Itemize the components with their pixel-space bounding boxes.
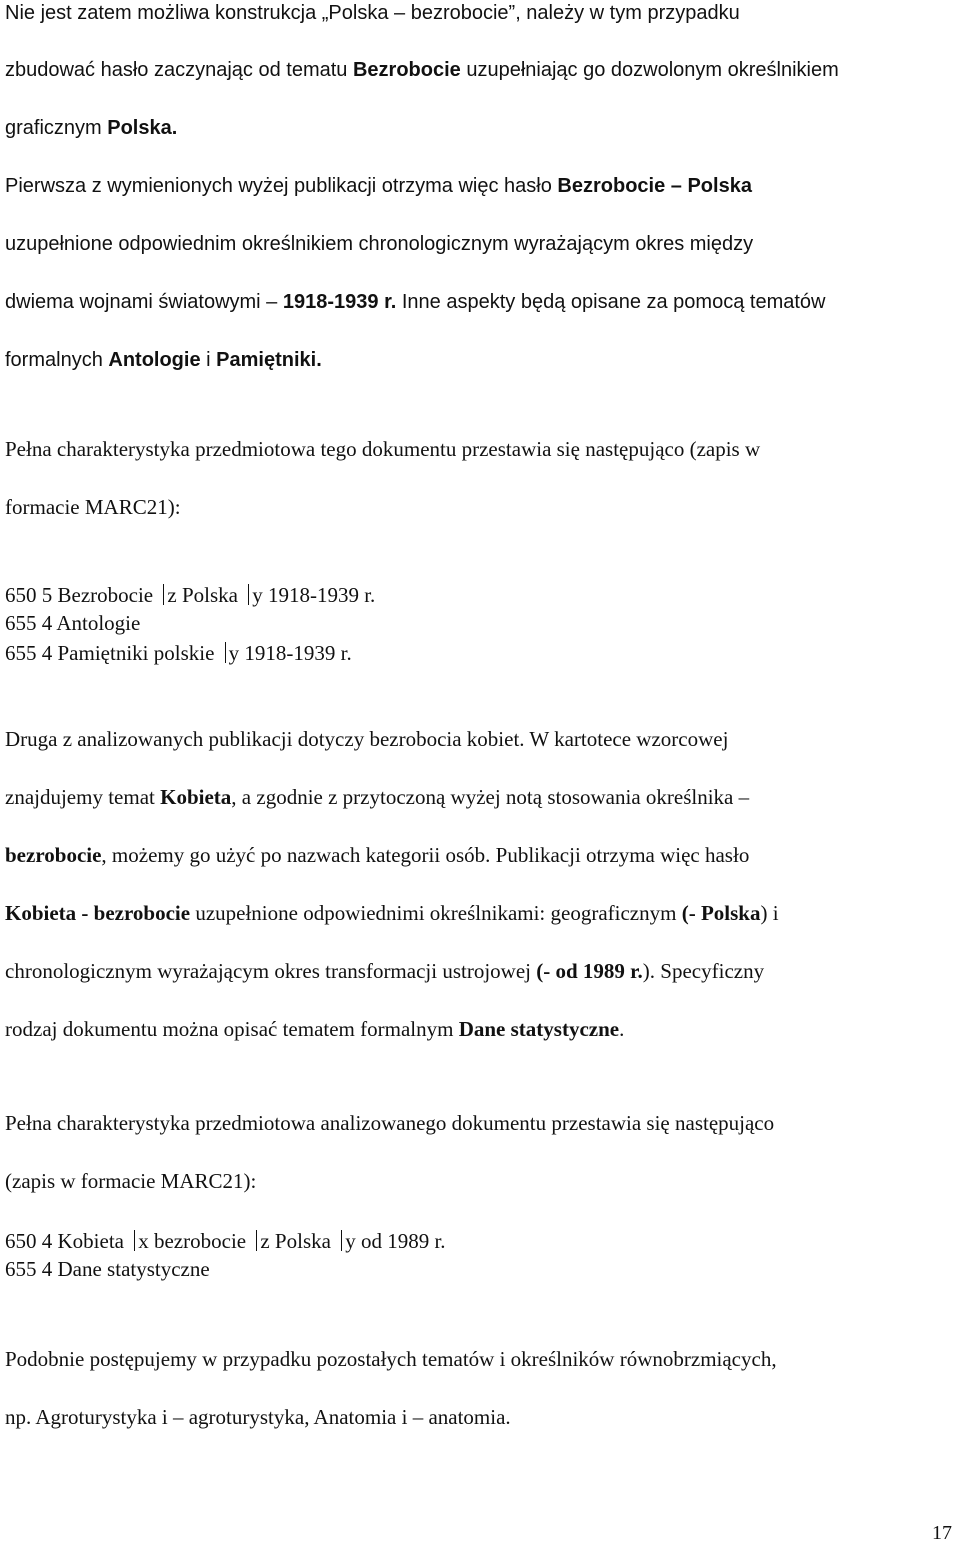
- paragraph-5-line-1: [5, 1113, 774, 1134]
- bold-term: bezrobocie: [5, 843, 102, 867]
- text: ). Specyficzny: [642, 959, 765, 983]
- text: np. Agroturystyka i – agroturystyka, Anatomia i – anatomia.: [5, 1405, 511, 1429]
- paragraph-5-line-2: [5, 1171, 256, 1192]
- bold-term: Bezrobocie: [352, 59, 461, 81]
- marc-2-row-2: [5, 1259, 210, 1280]
- paragraph-4-line-6: [5, 1019, 624, 1040]
- bold-term: (- od 1989 r.: [536, 959, 643, 983]
- text: ) i: [760, 901, 779, 925]
- bold-term: 1918-1939 r.: [282, 291, 397, 313]
- text: Nie jest zatem możliwa konstrukcja „Polska – bezrobocie”, należy w tym przypadku: [5, 2, 740, 24]
- paragraph-6-line-1: [5, 1349, 777, 1370]
- text: Druga z analizowanych publikacji dotyczy bezrobocia kobiet. W kartotece wzorcowej: [5, 727, 729, 751]
- text: z Polska: [260, 1229, 337, 1253]
- paragraph-4-line-3: [5, 845, 749, 866]
- text: formalnych: [5, 349, 109, 371]
- paragraph-3-line-1: [5, 439, 760, 460]
- paragraph-1-line-2: [5, 60, 839, 80]
- paragraph-1-line-3: [5, 118, 177, 138]
- text: y 1918-1939 r.: [228, 641, 352, 665]
- subfield-separator: [248, 584, 249, 605]
- paragraph-4-line-5: [5, 961, 764, 982]
- text: 655 4 Dane statystyczne: [5, 1257, 210, 1281]
- text: zbudować hasło zaczynając od tematu: [5, 59, 353, 81]
- text: x bezrobocie: [138, 1229, 252, 1253]
- paragraph-2-line-3: [5, 292, 825, 312]
- text: 650 4 Kobieta: [5, 1229, 130, 1253]
- bold-term: Kobieta: [160, 785, 232, 809]
- paragraph-6-line-2: [5, 1407, 511, 1428]
- text: Inne aspekty będą opisane za pomocą tematów: [396, 291, 826, 313]
- text: 655 4 Pamiętniki polskie: [5, 641, 220, 665]
- page-number: 17: [932, 1522, 952, 1544]
- bold-term: (- Polska: [681, 901, 761, 925]
- text: 650 5 Bezrobocie: [5, 583, 159, 607]
- text: Podobnie postępujemy w przypadku pozostałych tematów i określników równobrzmiących,: [5, 1347, 777, 1371]
- text: dwiema wojnami światowymi –: [5, 291, 283, 313]
- paragraph-4-line-4: [5, 903, 779, 924]
- subfield-separator: [163, 584, 164, 605]
- subfield-separator: [341, 1230, 342, 1251]
- text: (zapis w formacie MARC21):: [5, 1169, 257, 1193]
- paragraph-1-line-1: [5, 3, 740, 23]
- paragraph-4-line-1: [5, 729, 728, 750]
- marc-1-row-3: [5, 642, 352, 664]
- text: y od 1989 r.: [345, 1229, 446, 1253]
- marc-1-row-2: [5, 613, 140, 634]
- text: uzupełnione odpowiednim określnikiem chronologicznym wyrażającym okres między: [5, 233, 754, 255]
- bold-term: Polska.: [107, 117, 178, 139]
- subfield-separator: [256, 1230, 257, 1251]
- text: y 1918-1939 r.: [252, 583, 376, 607]
- text: chronologicznym wyrażającym okres transformacji ustrojowej: [5, 959, 537, 983]
- text: formacie MARC21):: [5, 495, 181, 519]
- text: uzupełnione odpowiednimi określnikami: geograficznym: [190, 901, 682, 925]
- bold-term: Pamiętniki.: [216, 349, 322, 371]
- text: uzupełniając go dozwolonym określnikiem: [460, 59, 839, 81]
- text: znajdujemy temat: [5, 785, 161, 809]
- text: , a zgodnie z przytoczoną wyżej notą stosowania określnika –: [231, 785, 750, 809]
- text: .: [619, 1017, 625, 1041]
- paragraph-3-line-2: [5, 497, 181, 518]
- text: rodzaj dokumentu można opisać tematem formalnym: [5, 1017, 459, 1041]
- text: graficznym: [5, 117, 108, 139]
- marc-2-row-1: [5, 1230, 446, 1252]
- paragraph-2-line-1: [5, 176, 752, 196]
- text: Pełna charakterystyka przedmiotowa analizowanego dokumentu przestawia się następująco: [5, 1111, 775, 1135]
- text: Pełna charakterystyka przedmiotowa tego dokumentu przestawia się następująco (zapis w: [5, 437, 761, 461]
- bold-term: Antologie: [108, 349, 201, 371]
- text: Pierwsza z wymienionych wyżej publikacji otrzyma więc hasło: [5, 175, 558, 197]
- bold-term: Dane statystyczne: [458, 1017, 620, 1041]
- subfield-separator: [225, 642, 226, 663]
- paragraph-4-line-2: [5, 787, 749, 808]
- paragraph-2-line-2: [5, 234, 753, 254]
- text: 655 4 Antologie: [5, 611, 141, 635]
- text: i: [200, 349, 217, 371]
- marc-1-row-1: [5, 584, 375, 606]
- bold-term: Kobieta - bezrobocie: [5, 901, 191, 925]
- paragraph-2-line-4: [5, 350, 322, 370]
- text: , możemy go użyć po nazwach kategorii osób. Publikacji otrzyma więc hasło: [101, 843, 750, 867]
- bold-term: Bezrobocie – Polska: [557, 175, 752, 197]
- text: z Polska: [167, 583, 244, 607]
- subfield-separator: [134, 1230, 135, 1251]
